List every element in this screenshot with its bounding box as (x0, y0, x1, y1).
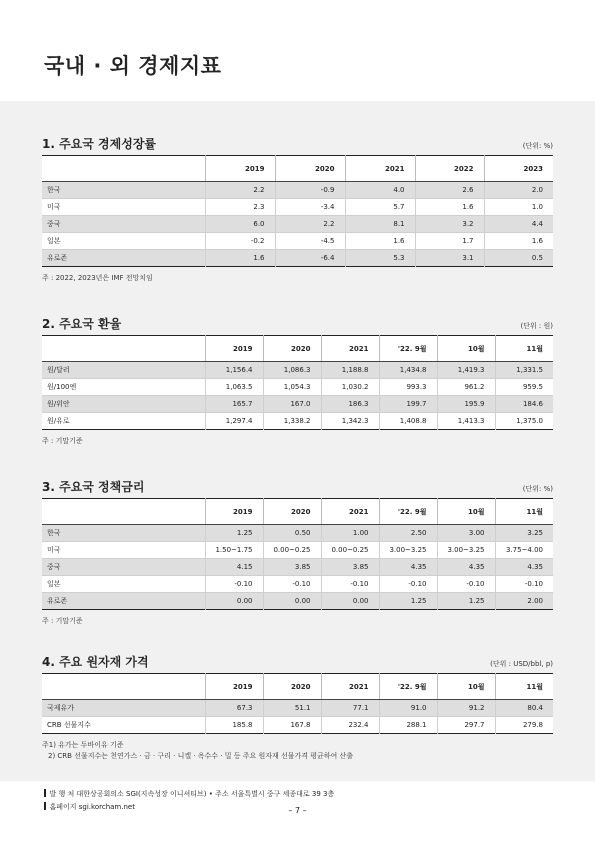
table-cell: -0.9 (275, 182, 345, 199)
column-header (42, 674, 205, 700)
column-header: 2022 (415, 156, 484, 182)
table-cell: 1,419.3 (437, 362, 495, 379)
table-cell: 3.25 (495, 525, 553, 542)
column-header: 2021 (321, 499, 379, 525)
column-header: 2021 (321, 674, 379, 700)
table-cell: 1,297.4 (205, 413, 263, 430)
table-header-row (42, 499, 553, 525)
table-cell: -3.4 (275, 199, 345, 216)
table-cell: 1.7 (415, 233, 484, 250)
table-cell: 0.5 (484, 250, 553, 267)
column-header: 2020 (263, 336, 321, 362)
table-note (42, 616, 553, 627)
table-row (42, 593, 553, 610)
table-cell: 0.00~0.25 (263, 542, 321, 559)
table-cell: 2.2 (275, 216, 345, 233)
table-cell: 4.0 (345, 182, 415, 199)
row-label: 유로존 (42, 250, 205, 267)
note-line: 주 : 2022, 2023년은 IMF 전망치임 (42, 274, 153, 282)
table-cell: 3.00 (437, 525, 495, 542)
column-header: 10월 (437, 336, 495, 362)
column-header (42, 156, 205, 182)
note-line: 주 : 기말기준 (42, 437, 83, 445)
table-cell: -0.10 (437, 576, 495, 593)
table-cell: 91.2 (437, 700, 495, 717)
table-note (42, 740, 553, 762)
table-cell: -6.4 (275, 250, 345, 267)
table-cell: 0.50 (263, 525, 321, 542)
page-title: 국내 · 외 경제지표 (44, 54, 222, 78)
row-label: 중국 (42, 559, 205, 576)
column-header: '22. 9월 (379, 674, 437, 700)
column-header: 2019 (205, 156, 275, 182)
column-header: 11월 (495, 336, 553, 362)
table-cell: 3.85 (321, 559, 379, 576)
table-cell: 1.6 (205, 250, 275, 267)
table-cell: 67.3 (205, 700, 263, 717)
table-row (42, 717, 553, 734)
table-note (42, 273, 553, 284)
table-cell: 3.75~4.00 (495, 542, 553, 559)
row-label: 원/달러 (42, 362, 205, 379)
table-cell: 3.2 (415, 216, 484, 233)
section-header (42, 478, 553, 498)
table-cell: 279.8 (495, 717, 553, 734)
table-cell: 2.6 (415, 182, 484, 199)
table-cell: 1.6 (484, 233, 553, 250)
table-cell: 5.7 (345, 199, 415, 216)
table-cell: 4.35 (437, 559, 495, 576)
table-cell: 5.3 (345, 250, 415, 267)
table-cell: -0.2 (205, 233, 275, 250)
table-row (42, 576, 553, 593)
table-cell: 232.4 (321, 717, 379, 734)
table-cell: 3.00~3.25 (437, 542, 495, 559)
table-row (42, 362, 553, 379)
table-row (42, 413, 553, 430)
table-cell: 185.8 (205, 717, 263, 734)
table-cell: -4.5 (275, 233, 345, 250)
column-header: 2019 (205, 499, 263, 525)
table-cell: 1,086.3 (263, 362, 321, 379)
table-cell: -0.10 (379, 576, 437, 593)
data-table (42, 498, 553, 610)
column-header: 11월 (495, 674, 553, 700)
row-label: 일본 (42, 576, 205, 593)
column-header: '22. 9월 (379, 336, 437, 362)
table-cell: 1.0 (484, 199, 553, 216)
table-row (42, 542, 553, 559)
table-cell: 1,188.8 (321, 362, 379, 379)
row-label: 국제유가 (42, 700, 205, 717)
table-cell: -0.10 (495, 576, 553, 593)
table-header-row (42, 674, 553, 700)
table-row (42, 182, 553, 199)
table-cell: 1,030.2 (321, 379, 379, 396)
column-header: 2020 (263, 499, 321, 525)
table-row (42, 216, 553, 233)
column-header: 2020 (263, 674, 321, 700)
note-line: 2) CRB 선물지수는 천연가스 · 금 · 구리 · 니켈 · 옥수수 · 밀 등 주요 원자재 선물가격 평균하여 산출 (48, 752, 354, 760)
table-cell: 1.6 (345, 233, 415, 250)
note-line: 주 : 기말기준 (42, 617, 83, 625)
table-note (42, 436, 553, 447)
table-cell: 3.1 (415, 250, 484, 267)
data-table (42, 335, 553, 430)
column-header: 11월 (495, 499, 553, 525)
table-cell: 1.6 (415, 199, 484, 216)
column-header (42, 336, 205, 362)
section-unit: (단위: %) (522, 142, 553, 150)
column-header: 2019 (205, 674, 263, 700)
table-cell: 959.5 (495, 379, 553, 396)
footer-publisher: 발 행 처 대한상공회의소 SGI(지속성장 이니셔티브) • 주소 서울특별시 중구 세종대로 39 3층 (49, 790, 335, 798)
section-header (42, 653, 553, 673)
table-cell: 1,434.8 (379, 362, 437, 379)
row-label: 원/100엔 (42, 379, 205, 396)
data-table (42, 155, 553, 267)
table-cell: 2.00 (495, 593, 553, 610)
table-cell: 51.1 (263, 700, 321, 717)
table-cell: -0.10 (321, 576, 379, 593)
table-cell: 91.0 (379, 700, 437, 717)
section-title: 4. 주요 원자재 가격 (42, 655, 149, 669)
table-row (42, 396, 553, 413)
table-cell: 165.7 (205, 396, 263, 413)
row-label: 한국 (42, 182, 205, 199)
policy-rate-section (42, 478, 553, 627)
column-header: 10월 (437, 674, 495, 700)
table-header-row (42, 336, 553, 362)
row-label: CRB 선물지수 (42, 717, 205, 734)
table-cell: 2.2 (205, 182, 275, 199)
note-line: 주1) 유가는 두바이유 기준 (42, 741, 124, 749)
data-table (42, 673, 553, 734)
table-cell: -0.10 (263, 576, 321, 593)
table-row (42, 199, 553, 216)
table-cell: 2.3 (205, 199, 275, 216)
row-label: 원/위안 (42, 396, 205, 413)
column-header: 2020 (275, 156, 345, 182)
column-header: 2021 (345, 156, 415, 182)
table-cell: 961.2 (437, 379, 495, 396)
column-header: 2021 (321, 336, 379, 362)
table-cell: 1.25 (205, 525, 263, 542)
table-cell: 80.4 (495, 700, 553, 717)
section-header (42, 315, 553, 335)
column-header: 2023 (484, 156, 553, 182)
table-row (42, 233, 553, 250)
table-row (42, 250, 553, 267)
table-cell: 993.3 (379, 379, 437, 396)
table-row (42, 700, 553, 717)
table-cell: 2.0 (484, 182, 553, 199)
section-header (42, 135, 553, 155)
row-label: 원/유로 (42, 413, 205, 430)
table-cell: 4.15 (205, 559, 263, 576)
table-cell: 167.8 (263, 717, 321, 734)
table-header-row (42, 156, 553, 182)
table-row (42, 559, 553, 576)
table-cell: 1,156.4 (205, 362, 263, 379)
table-cell: 3.00~3.25 (379, 542, 437, 559)
section-title: 2. 주요국 환율 (42, 317, 122, 331)
table-cell: 77.1 (321, 700, 379, 717)
exchange-rate-section (42, 315, 553, 447)
table-cell: -0.10 (205, 576, 263, 593)
column-header: 10월 (437, 499, 495, 525)
table-cell: 167.0 (263, 396, 321, 413)
table-cell: 1,408.8 (379, 413, 437, 430)
section-title: 3. 주요국 정책금리 (42, 480, 145, 494)
table-cell: 1,331.5 (495, 362, 553, 379)
table-cell: 0.00 (205, 593, 263, 610)
column-header (42, 499, 205, 525)
table-cell: 1.25 (379, 593, 437, 610)
table-cell: 1,375.0 (495, 413, 553, 430)
footer-homepage[interactable]: 홈페이지 sgi.korcham.net (49, 803, 135, 811)
table-cell: 4.35 (495, 559, 553, 576)
table-cell: 1,342.3 (321, 413, 379, 430)
table-cell: 184.6 (495, 396, 553, 413)
row-label: 미국 (42, 542, 205, 559)
table-cell: 6.0 (205, 216, 275, 233)
table-cell: 297.7 (437, 717, 495, 734)
table-cell: 0.00~0.25 (321, 542, 379, 559)
table-cell: 1.25 (437, 593, 495, 610)
table-cell: 3.85 (263, 559, 321, 576)
table-cell: 1,413.3 (437, 413, 495, 430)
table-row (42, 525, 553, 542)
table-cell: 4.35 (379, 559, 437, 576)
table-cell: 0.00 (263, 593, 321, 610)
row-label: 한국 (42, 525, 205, 542)
table-cell: 195.9 (437, 396, 495, 413)
section-title: 1. 주요국 경제성장률 (42, 137, 157, 151)
footer-bar (44, 789, 46, 797)
table-cell: 8.1 (345, 216, 415, 233)
table-cell: 1.00 (321, 525, 379, 542)
table-cell: 199.7 (379, 396, 437, 413)
table-cell: 186.3 (321, 396, 379, 413)
section-unit: (단위: %) (522, 485, 553, 493)
section-unit: (단위 : 원) (520, 322, 553, 330)
row-label: 미국 (42, 199, 205, 216)
table-cell: 1,054.3 (263, 379, 321, 396)
column-header: 2019 (205, 336, 263, 362)
row-label: 유로존 (42, 593, 205, 610)
section-unit: (단위 : USD/bbl, p) (490, 660, 553, 668)
row-label: 일본 (42, 233, 205, 250)
table-cell: 2.50 (379, 525, 437, 542)
column-header: '22. 9월 (379, 499, 437, 525)
table-cell: 0.00 (321, 593, 379, 610)
commodity-price-section (42, 653, 553, 762)
gdp-growth-section (42, 135, 553, 284)
table-cell: 288.1 (379, 717, 437, 734)
table-cell: 1.50~1.75 (205, 542, 263, 559)
table-row (42, 379, 553, 396)
table-cell: 1,063.5 (205, 379, 263, 396)
table-cell: 4.4 (484, 216, 553, 233)
row-label: 중국 (42, 216, 205, 233)
table-cell: 1,338.2 (263, 413, 321, 430)
page-number: – 7 – (288, 806, 307, 815)
